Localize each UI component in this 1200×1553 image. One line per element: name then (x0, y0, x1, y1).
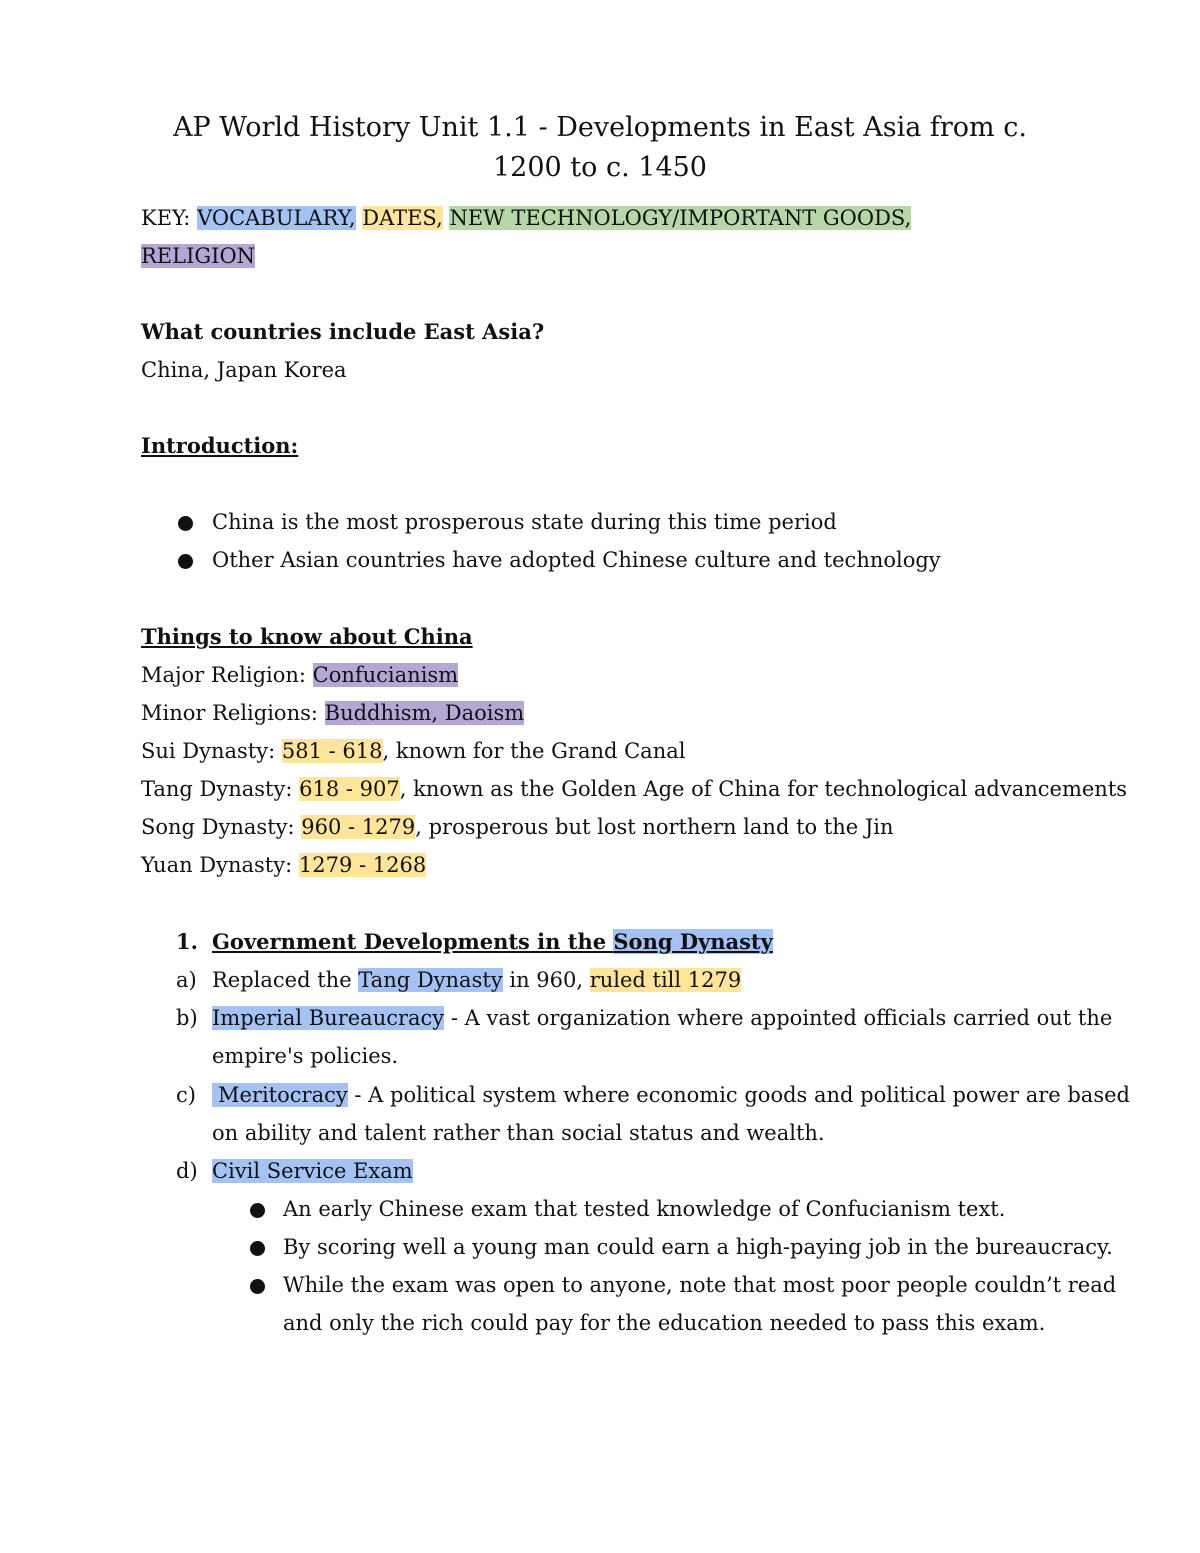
sui-rest: , known for the Grand Canal (382, 739, 686, 763)
key-dates: DATES, (362, 206, 443, 230)
intro-bullet-2: Other Asian countries have adopted Chinese culture and technology (212, 548, 941, 572)
item-a-term: Tang Dynasty (358, 968, 503, 992)
major-religion-label: Major Religion: (141, 663, 313, 687)
item-b (212, 999, 1112, 1037)
countries-question: What countries include East Asia? (141, 319, 545, 344)
item-d-marker: d) (176, 1159, 198, 1183)
key-label: KEY: (141, 206, 191, 230)
item-b-marker: b) (176, 1006, 198, 1030)
minor-religion-value: Buddhism, Daoism (324, 701, 525, 725)
item-d (212, 1152, 413, 1190)
song-line (141, 808, 894, 846)
tang-line (141, 770, 1127, 808)
yuan-dates: 1279 - 1268 (298, 853, 427, 877)
major-religion-line (141, 656, 458, 694)
item-c-marker: c) (176, 1083, 196, 1107)
yuan-label: Yuan Dynasty: (141, 853, 299, 877)
intro-bullet-1: China is the most prosperous state during this time period (212, 510, 837, 534)
bullet-icon (178, 516, 193, 531)
item-a-pre: Replaced the (212, 968, 359, 992)
bullet-icon (250, 1203, 265, 1218)
item-b-cont: empire's policies. (212, 1044, 399, 1068)
tang-rest: , known as the Golden Age of China for technological advancements (399, 777, 1128, 801)
major-religion-value: Confucianism (312, 663, 459, 687)
sui-label: Sui Dynasty: (141, 739, 282, 763)
sui-dates: 581 - 618 (281, 739, 383, 763)
exam-bullet-3: While the exam was open to anyone, note that most poor people couldn’t read (283, 1273, 1117, 1297)
song-dates: 960 - 1279 (301, 815, 416, 839)
china-heading: Things to know about China (141, 624, 473, 649)
sui-line (141, 732, 685, 770)
minor-religion-label: Minor Religions: (141, 701, 325, 725)
key-line (141, 199, 911, 237)
item-d-term: Civil Service Exam (212, 1159, 413, 1183)
bullet-icon (250, 1279, 265, 1294)
bullet-icon (250, 1241, 265, 1256)
item-c-term: Meritocracy (212, 1083, 348, 1107)
item-c-def: - A political system where economic goods and political power are based (347, 1083, 1130, 1107)
item-c (212, 1076, 1130, 1114)
bullet-icon (178, 554, 193, 569)
item-a-marker: a) (176, 968, 197, 992)
countries-answer: China, Japan Korea (141, 358, 347, 382)
item-c-cont: on ability and talent rather than social status and wealth. (212, 1121, 825, 1145)
item-a-date: ruled till 1279 (589, 968, 742, 992)
page-title: AP World History Unit 1.1 - Developments in East Asia from c. 1200 to c. 1450 (173, 112, 1027, 183)
song-label: Song Dynasty: (141, 815, 302, 839)
item-b-def: - A vast organization where appointed officials carried out the (444, 1006, 1113, 1030)
exam-bullet-2: By scoring well a young man could earn a high-paying job in the bureaucracy. (283, 1235, 1113, 1259)
yuan-line (141, 846, 426, 884)
gov-heading (212, 923, 773, 961)
item-a (212, 961, 741, 999)
exam-bullet-3-cont: and only the rich could pay for the education needed to pass this exam. (283, 1311, 1046, 1335)
key-vocabulary: VOCABULARY, (197, 206, 356, 230)
gov-heading-text: Government Developments in the (212, 929, 614, 954)
key-religion: RELIGION (141, 244, 256, 268)
key-line-2 (141, 237, 255, 275)
tang-label: Tang Dynasty: (141, 777, 300, 801)
song-rest: , prosperous but lost northern land to the Jin (415, 815, 894, 839)
intro-heading: Introduction: (141, 433, 299, 458)
minor-religion-line (141, 694, 524, 732)
gov-heading-highlight: Song Dynasty (613, 929, 773, 954)
exam-bullet-1: An early Chinese exam that tested knowledge of Confucianism text. (283, 1197, 1006, 1221)
section-number: 1. (176, 929, 198, 954)
item-b-term: Imperial Bureaucracy (212, 1006, 445, 1030)
item-a-mid: in 960, (502, 968, 590, 992)
key-technology: NEW TECHNOLOGY/IMPORTANT GOODS, (449, 206, 912, 230)
tang-dates: 618 - 907 (299, 777, 400, 801)
